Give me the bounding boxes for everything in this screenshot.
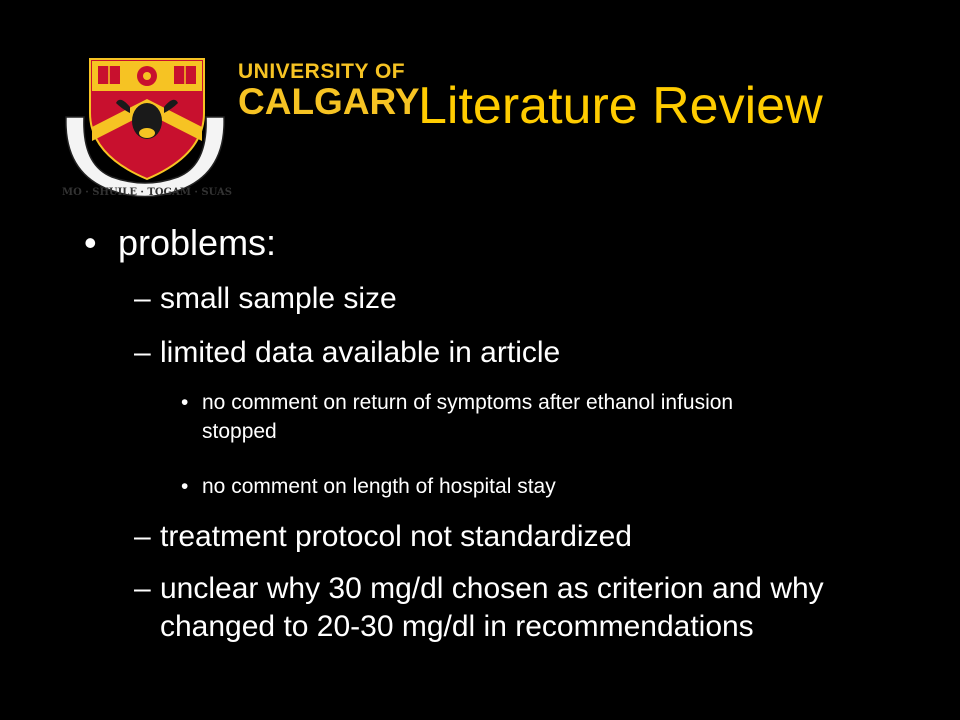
- sub-sub-bullet-text: no comment on length of hospital stay: [202, 475, 556, 498]
- slide-title: Literature Review: [418, 77, 823, 135]
- dash-mark: –: [134, 282, 151, 315]
- sub-bullet-text: limited data available in article: [160, 336, 561, 369]
- bullet-dot: •: [84, 222, 97, 263]
- university-logo: [60, 55, 420, 205]
- dash-mark: –: [134, 520, 151, 553]
- sub-bullet-text: treatment protocol not standardized: [160, 520, 632, 553]
- bullet-dot: •: [181, 391, 189, 414]
- dash-mark: –: [134, 572, 151, 605]
- bullet-dot: •: [181, 475, 189, 498]
- wordmark-line1: UNIVERSITY OF: [238, 60, 406, 83]
- bullet-text: problems:: [118, 222, 277, 263]
- sub-bullet-text: unclear why 30 mg/dl chosen as criterion and why changed to 20-30 mg/dl in recommendations: [160, 572, 824, 643]
- crest-icon: [60, 55, 235, 205]
- university-wordmark: [238, 61, 420, 120]
- crest-motto: MO · SHUILE · TOGAM · SUAS: [62, 187, 232, 198]
- sub-sub-bullet-text: no comment on return of symptoms after ethanol infusion stopped: [202, 391, 734, 443]
- dash-mark: –: [134, 336, 151, 369]
- sub-bullet-text: small sample size: [160, 282, 397, 315]
- wordmark-line2: CALGARY: [238, 81, 420, 122]
